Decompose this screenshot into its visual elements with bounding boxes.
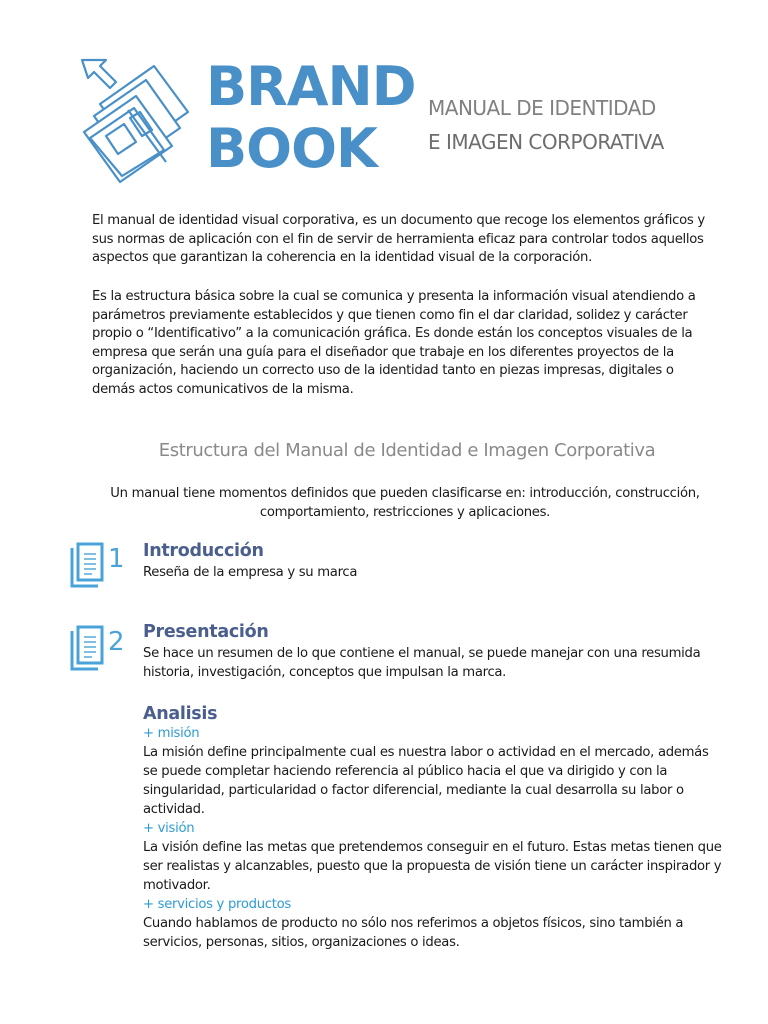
section-title: Estructura del Manual de Identidad e Imagen Corporativa bbox=[158, 440, 656, 461]
mision-text: La misión define principalmente cual es nuestra labor o actividad en el mercado, además se puede completar haciendo referencia al público hacia el que va dirigido y con la singularidad, particularidad o factor diferencial, mediante la cual desarrolla su labor o actividad. bbox=[143, 745, 709, 817]
servicios-label: + servicios y productos bbox=[143, 897, 291, 912]
item-heading-introduccion: Introducción bbox=[143, 541, 264, 561]
intro-paragraph-2: Es la estructura básica sobre la cual se comunica y presenta la información visual atendiendo a parámetros previamente establecidos y que tienen como fin el dar claridad, solidez y carácter propio o “Identificativo” a la comunicación gráfica. Es donde están los conceptos visuales de la empresa que serán una guía para el diseñador que trabaje en los diferentes proyectos de la organización, haciendo un correcto uso de la identidad tanto en piezas impresas, digitales o demás actos comunicativos de la misma. bbox=[92, 289, 696, 397]
brand-title-line2: BOOK bbox=[206, 117, 377, 180]
header bbox=[0, 0, 768, 200]
subtitle-line2: E IMAGEN CORPORATIVA bbox=[428, 130, 664, 154]
document-stack-icon bbox=[68, 623, 108, 677]
analisis-heading: Analisis bbox=[143, 704, 218, 724]
brand-title-line1: BRAND bbox=[206, 55, 416, 118]
section-intro: Un manual tiene momentos definidos que pueden clasificarse en: introducción, construcción, comportamiento, restricciones y aplicaciones. bbox=[110, 486, 700, 520]
item-heading-presentacion: Presentación bbox=[143, 622, 269, 642]
item-text-introduccion: Reseña de la empresa y su marca bbox=[143, 565, 358, 580]
book-pages-arrow-icon bbox=[76, 52, 200, 196]
mision-label: + misión bbox=[143, 726, 200, 741]
subtitle-line1: MANUAL DE IDENTIDAD bbox=[428, 96, 656, 120]
vision-text: La visión define las metas que pretendemos conseguir en el futuro. Estas metas tienen que ser realistas y alcanzables, puesto que la propuesta de visión tiene un carácter inspirador y motivador. bbox=[143, 840, 722, 893]
item-number: 2 bbox=[108, 627, 125, 657]
intro-paragraph-1: El manual de identidad visual corporativa, es un documento que recoge los elementos gráficos y sus normas de aplicación con el fin de servir de herramienta eficaz para controlar todos aquellos aspectos que garantizan la coherencia en la identidad visual de la corporación. bbox=[92, 213, 705, 265]
item-number: 1 bbox=[108, 544, 125, 574]
item-text-presentacion: Se hace un resumen de lo que contiene el manual, se puede manejar con una resumida historia, investigación, conceptos que impulsan la marca. bbox=[143, 646, 701, 680]
vision-label: + visión bbox=[143, 821, 195, 836]
document-stack-icon bbox=[68, 540, 108, 594]
servicios-text: Cuando hablamos de producto no sólo nos referimos a objetos físicos, sino también a servicios, personas, sitios, organizaciones o ideas. bbox=[143, 916, 684, 950]
analisis-content bbox=[143, 724, 723, 952]
